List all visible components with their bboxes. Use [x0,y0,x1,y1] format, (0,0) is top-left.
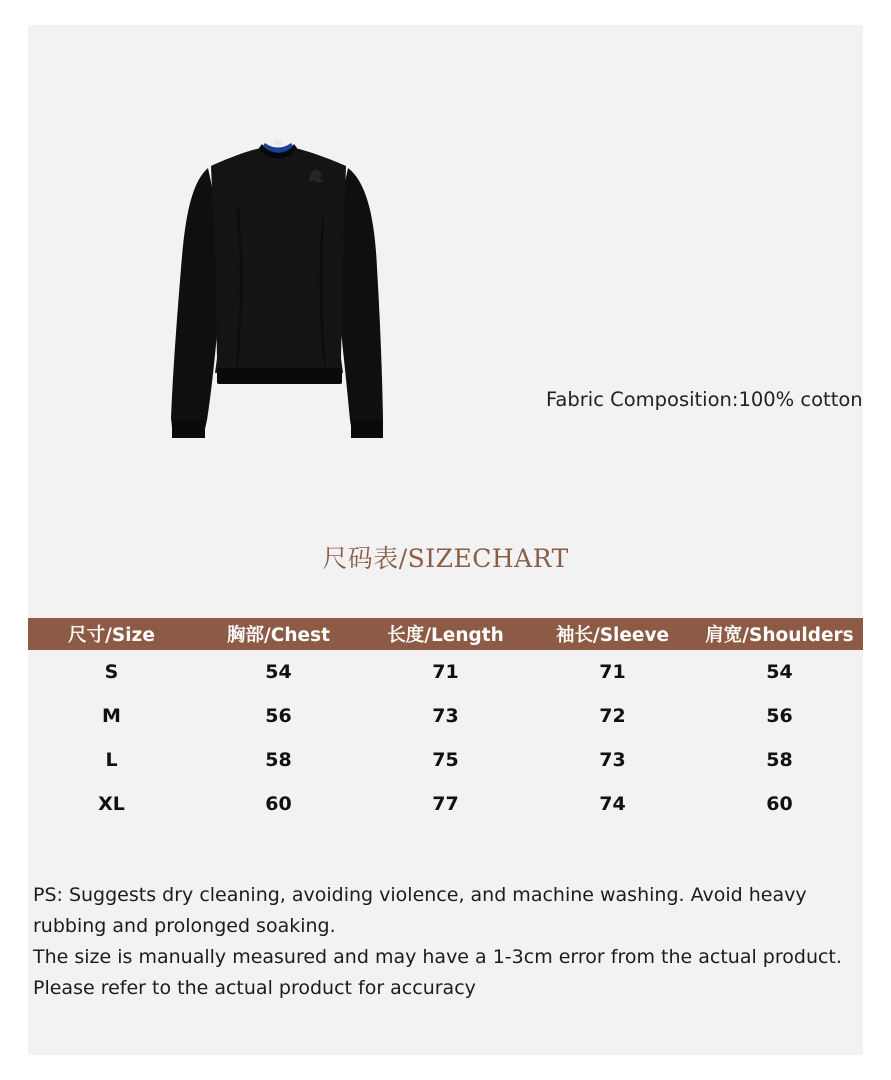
table-cell: 71 [432,661,459,683]
table-cell: 56 [766,705,793,727]
column-header-chest: 胸部/Chest [195,618,362,650]
column-header-size: 尺寸/Size [28,618,195,650]
table-row [28,782,863,826]
sweatshirt-image [163,128,393,458]
table-row [28,738,863,782]
table-cell: 54 [265,661,292,683]
table-cell: 56 [265,705,292,727]
table-cell: 58 [265,749,292,771]
table-cell: 54 [766,661,793,683]
table-cell: 60 [766,793,793,815]
table-cell: 75 [432,749,459,771]
table-cell: 74 [599,793,626,815]
care-notes [33,880,858,1004]
column-header-length: 长度/Length [362,618,529,650]
table-cell: 58 [766,749,793,771]
table-row [28,650,863,694]
table-cell: 73 [432,705,459,727]
table-cell: L [105,749,118,771]
column-header-shoulders: 肩宽/Shoulders [696,618,863,650]
table-cell: 71 [599,661,626,683]
table-row [28,694,863,738]
table-header-row [28,618,863,650]
table-cell: 72 [599,705,626,727]
table-cell: S [104,661,119,683]
care-instructions: PS: Suggests dry cleaning, avoiding violence, and machine washing. Avoid heavy rubbing and prolonged soaking. [33,884,807,937]
size-table [28,618,863,826]
measurement-disclaimer: The size is manually measured and may have a 1-3cm error from the actual product. Please refer to the actual product for accuracy [33,946,842,999]
table-cell: 73 [599,749,626,771]
table-cell: 77 [432,793,459,815]
table-cell: M [102,705,121,727]
table-cell: XL [98,793,125,815]
size-chart-title: 尺码表/SIZECHART [322,544,569,573]
size-chart-panel [28,25,863,1055]
table-cell: 60 [265,793,292,815]
fabric-composition: Fabric Composition:100% cotton [546,388,863,411]
column-header-sleeve: 袖长/Sleeve [529,618,696,650]
